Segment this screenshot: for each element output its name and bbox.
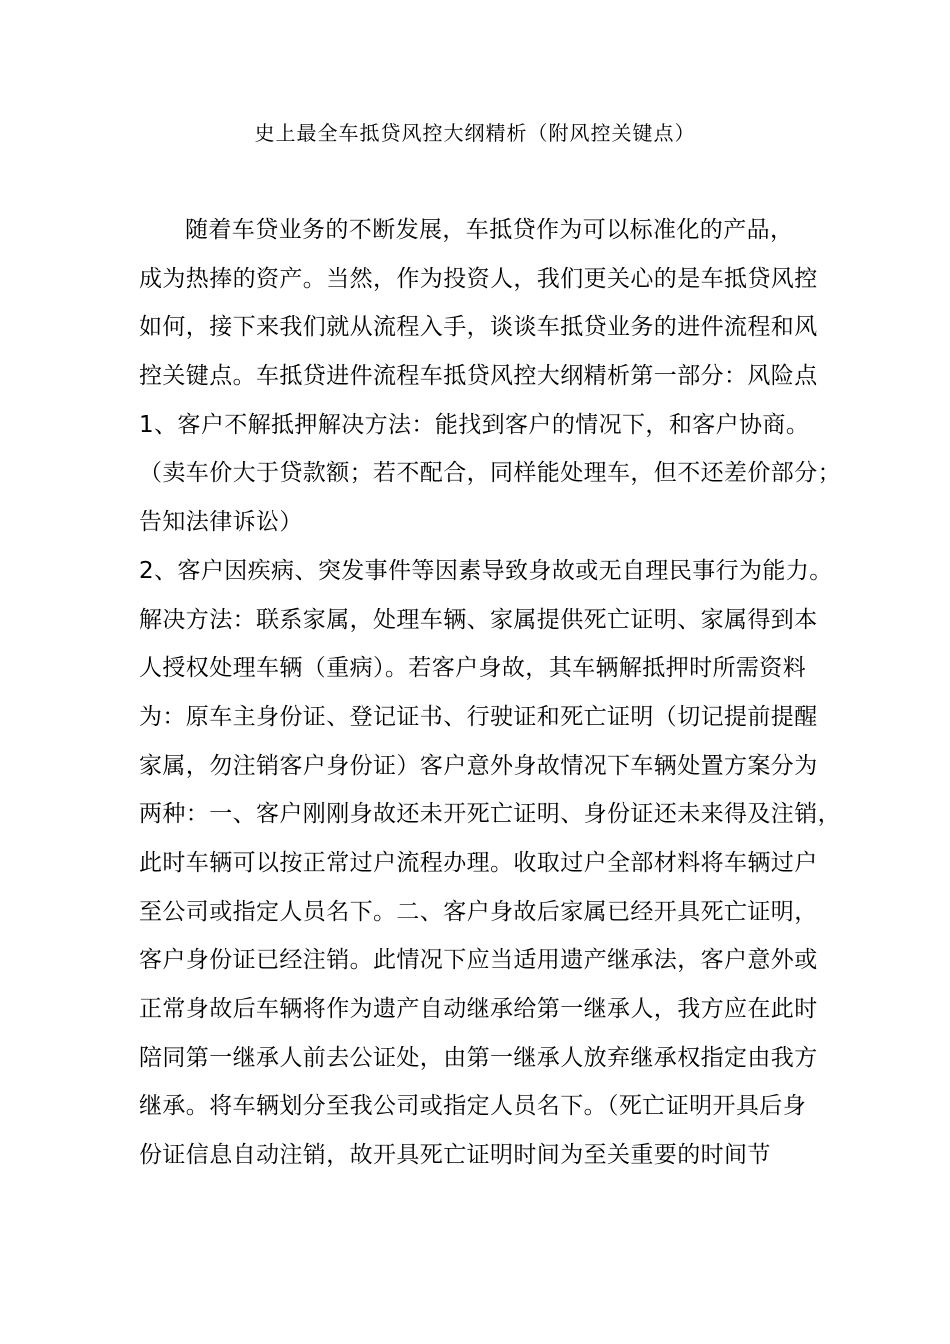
body-line: 继承。将车辆划分至我公司或指定人员名下。（死亡证明开具后身 bbox=[139, 1093, 807, 1120]
body-line: 家属，勿注销客户身份证）客户意外身故情况下车辆处置方案分为 bbox=[139, 752, 818, 779]
body-line: 份证信息自动注销，故开具死亡证明时间为至关重要的时间节 bbox=[139, 1142, 771, 1169]
body-line: 控关键点。车抵贷进件流程车抵贷风控大纲精析第一部分：风险点 bbox=[139, 363, 818, 390]
body-line: 随着车贷业务的不断发展，车抵贷作为可以标准化的产品， bbox=[185, 217, 794, 243]
body-line: 1、客户不解抵押解决方法：能找到客户的情况下，和客户协商。 bbox=[139, 411, 810, 438]
body-line: 为：原车主身份证、登记证书、行驶证和死亡证明（切记提前提醒 bbox=[139, 703, 818, 730]
body-line: （卖车价大于贷款额；若不配合，同样能处理车，但不还差价部分； bbox=[139, 460, 841, 487]
body-line: 正常身故后车辆将作为遗产自动继承给第一继承人，我方应在此时 bbox=[139, 996, 818, 1022]
body-line: 至公司或指定人员名下。二、客户身故后家属已经开具死亡证明， bbox=[139, 898, 818, 925]
body-line: 解决方法：联系家属，处理车辆、家属提供死亡证明、家属得到本 bbox=[139, 606, 818, 633]
body-line: 两种：一、客户刚刚身故还未开死亡证明、身份证还未来得及注销， bbox=[139, 801, 841, 828]
body-line: 告知法律诉讼） bbox=[139, 509, 303, 536]
body-line: 如何，接下来我们就从流程入手，谈谈车抵贷业务的进件流程和风 bbox=[139, 314, 818, 341]
document-title: 史上最全车抵贷风控大纲精析（附风控关键点） bbox=[254, 121, 696, 145]
body-line: 人授权处理车辆（重病）。若客户身故，其车辆解抵押时所需资料 bbox=[139, 655, 807, 682]
body-line: 2、客户因疾病、突发事件等因素导致身故或无自理民事行为能力。 bbox=[139, 557, 833, 584]
body-line: 成为热捧的资产。当然，作为投资人，我们更关心的是车抵贷风控 bbox=[139, 265, 818, 292]
document-body bbox=[139, 206, 839, 1180]
body-line: 客户身份证已经注销。此情况下应当适用遗产继承法，客户意外或 bbox=[139, 947, 818, 974]
body-line: 此时车辆可以按正常过户流程办理。收取过户全部材料将车辆过户 bbox=[139, 849, 818, 876]
body-line: 陪同第一继承人前去公证处，由第一继承人放弃继承权指定由我方 bbox=[139, 1044, 818, 1071]
